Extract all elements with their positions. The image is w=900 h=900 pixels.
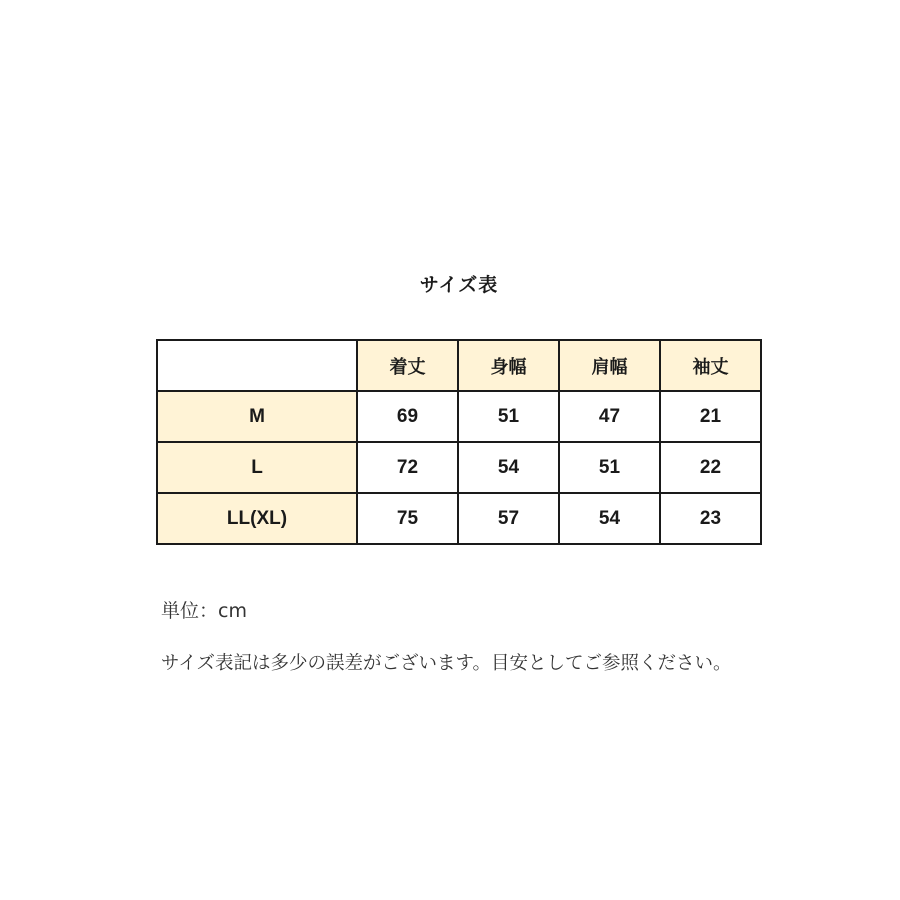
table-row (157, 442, 761, 493)
table-cell: 21 (660, 391, 761, 442)
header-cell-width: 身幅 (458, 340, 559, 391)
table-cell: 23 (660, 493, 761, 544)
table-row (157, 391, 761, 442)
unit-note: 単位：cm (161, 600, 247, 622)
size-label-cell: M (157, 391, 357, 442)
header-cell-sleeve: 袖丈 (660, 340, 761, 391)
disclaimer-note: サイズ表記は多少の誤差がございます。目安としてご参照ください。 (161, 653, 732, 674)
table-cell: 57 (458, 493, 559, 544)
page-title: サイズ表 (419, 274, 499, 296)
size-label-cell: LL(XL) (157, 493, 357, 544)
size-label-cell: L (157, 442, 357, 493)
table-cell: 75 (357, 493, 458, 544)
table-cell: 47 (559, 391, 660, 442)
table-cell: 72 (357, 442, 458, 493)
header-cell-shoulder: 肩幅 (559, 340, 660, 391)
table-cell: 51 (458, 391, 559, 442)
table-cell: 54 (458, 442, 559, 493)
table-row (157, 493, 761, 544)
size-table (156, 339, 762, 545)
header-cell-empty (157, 340, 357, 391)
table-cell: 54 (559, 493, 660, 544)
table-cell: 51 (559, 442, 660, 493)
table-cell: 22 (660, 442, 761, 493)
header-cell-length: 着丈 (357, 340, 458, 391)
table-cell: 69 (357, 391, 458, 442)
table-header-row (157, 340, 761, 391)
